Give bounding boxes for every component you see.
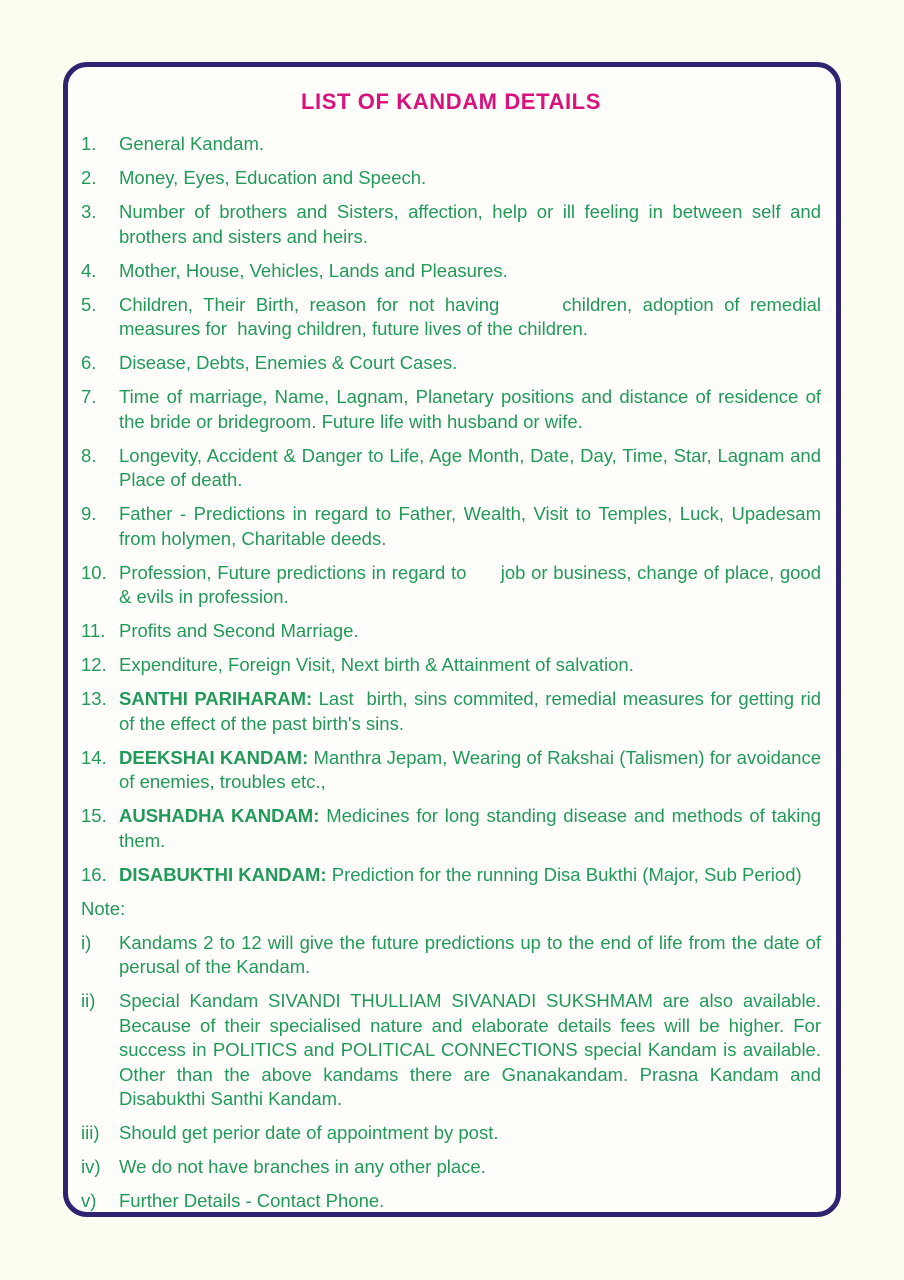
item-text (119, 687, 821, 736)
item-number: 9. (81, 503, 97, 524)
item-body: Father - Predictions in regard to Father, Wealth, Visit to Temples, Luck, Upadesam from holymen, Charitable deeds. (119, 503, 821, 549)
item-number: 6. (81, 352, 97, 373)
item-number: 7. (81, 386, 97, 407)
item-number: 3. (81, 201, 97, 222)
item-body: Profession, Future predictions in regard to job or business, change of place, good & evils in profession. (119, 561, 821, 607)
list-item (81, 166, 821, 191)
item-number: 16. (81, 863, 107, 885)
note-marker: i) (81, 931, 92, 953)
list-item (81, 561, 821, 610)
item-text (119, 804, 821, 853)
item-text (119, 561, 821, 610)
note-item (81, 931, 821, 980)
item-text (119, 132, 821, 157)
note-item (81, 1155, 821, 1180)
item-body: Disease, Debts, Enemies & Court Cases. (119, 352, 458, 373)
item-text (119, 619, 821, 644)
item-text (119, 200, 821, 249)
page-title: LIST OF KANDAM DETAILS (301, 89, 601, 114)
item-text (119, 293, 821, 342)
item-body: Longevity, Accident & Danger to Life, Age Month, Date, Day, Time, Star, Lagnam and Place of death. (119, 444, 821, 490)
item-number: 14. (81, 746, 107, 768)
item-text (119, 166, 821, 191)
item-body: Number of brothers and Sisters, affection, help or ill feeling in between self and brothers and sisters and heirs. (119, 201, 821, 247)
item-bold-prefix: DISABUKTHI KANDAM: (119, 863, 332, 885)
item-body: Money, Eyes, Education and Speech. (119, 167, 427, 188)
list-item (81, 293, 821, 342)
list-item (81, 132, 821, 157)
item-number: 10. (81, 561, 107, 583)
item-number: 8. (81, 444, 97, 466)
note-item (81, 1189, 821, 1214)
item-body: Medicines for long standing disease and methods of taking them. (119, 805, 821, 851)
list-item (81, 444, 821, 493)
item-body: General Kandam. (119, 133, 265, 154)
list-item (81, 863, 821, 888)
list-item (81, 259, 821, 284)
item-body: Profits and Second Marriage. (119, 620, 359, 641)
note-marker: ii) (81, 990, 96, 1011)
note-marker: v) (81, 1190, 97, 1211)
item-number: 13. (81, 688, 107, 709)
note-item (81, 989, 821, 1112)
item-body: Time of marriage, Name, Lagnam, Planetary positions and distance of residence of the bride or bridegroom. Future life with husband or wife. (119, 386, 821, 432)
note-marker: iii) (81, 1122, 100, 1143)
item-bold-prefix: SANTHI PARIHARAM: (119, 688, 319, 709)
item-text (119, 863, 821, 888)
item-body: Manthra Jepam, Wearing of Rakshai (Talismen) for avoidance of enemies, troubles etc., (119, 746, 821, 792)
item-number: 1. (81, 133, 97, 154)
item-text (119, 746, 821, 795)
list-item (81, 653, 821, 678)
item-body: Expenditure, Foreign Visit, Next birth & Attainment of salvation. (119, 654, 634, 675)
item-number: 11. (81, 620, 106, 641)
note-text: We do not have branches in any other place. (119, 1156, 486, 1177)
item-text (119, 444, 821, 493)
item-text (119, 502, 821, 551)
item-number: 5. (81, 293, 97, 315)
item-body: Prediction for the running Disa Bukthi (Major, Sub Period) (331, 863, 802, 885)
item-number: 15. (81, 805, 107, 826)
document-card (63, 62, 841, 1217)
note-text: Kandams 2 to 12 will give the future predictions up to the end of life from the date of perusal of the Kandam. (119, 931, 821, 977)
note-text: Further Details - Contact Phone. (119, 1190, 385, 1211)
item-number: 12. (81, 654, 107, 675)
list-item (81, 385, 821, 434)
item-bold-prefix: DEEKSHAI KANDAM: (119, 746, 314, 768)
list-item (81, 804, 821, 853)
note-text: Special Kandam SIVANDI THULLIAM SIVANADI SUKSHMAM are also available. Because of their specialised nature and elaborate details fees will be higher. For success in POLITICS and POLITICAL CONNECTIONS special Kandam is available. Other than the above kandams there are Gnanakandam. Prasna Kandam and Disabukthi Santhi Kandam. (119, 990, 821, 1109)
list-item (81, 619, 821, 644)
note-item (81, 1121, 821, 1146)
item-text (119, 259, 821, 284)
item-text (119, 351, 821, 376)
list-item (81, 351, 821, 376)
item-text (119, 385, 821, 434)
item-body: Mother, House, Vehicles, Lands and Pleasures. (119, 259, 508, 281)
item-body: Children, Their Birth, reason for not having children, adoption of remedial measures for having children, future lives of the children. (119, 293, 821, 339)
item-text (119, 653, 821, 678)
note-marker: iv) (81, 1156, 101, 1177)
note-text: Should get perior date of appointment by post. (119, 1122, 499, 1143)
list-item (81, 746, 821, 795)
item-number: 2. (81, 167, 97, 188)
note-heading: Note: (81, 897, 126, 919)
list-item (81, 200, 821, 249)
item-number: 4. (81, 259, 97, 281)
item-body: Last birth, sins commited, remedial measures for getting rid of the effect of the past birth's sins. (119, 688, 822, 734)
list-item (81, 687, 821, 736)
list-item (81, 502, 821, 551)
item-bold-prefix: AUSHADHA KANDAM: (119, 805, 327, 826)
